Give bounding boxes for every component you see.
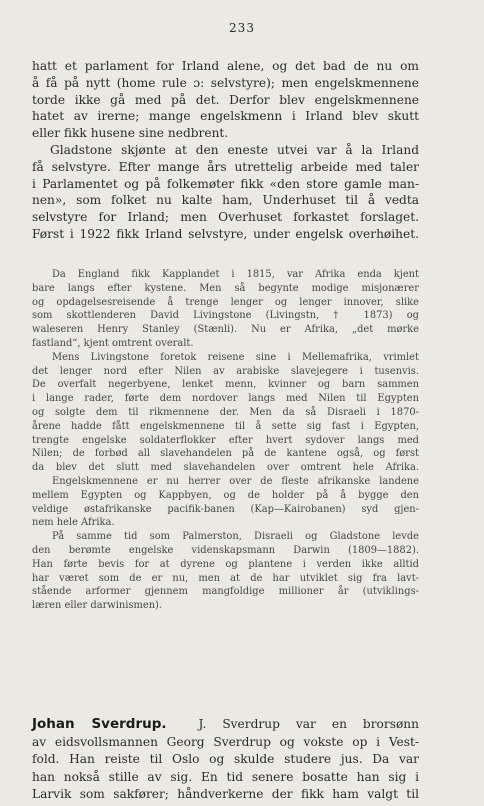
text-line: å få på nytt (home rule ɔ: selvstyre); men engelskmennene bbox=[32, 75, 419, 90]
text-line: trengte engelske soldaterflokker efter hvert sydover langs med bbox=[32, 434, 419, 446]
text-line: av eidsvollsmannen Georg Sverdrup og vokste op i Vest- bbox=[32, 734, 419, 749]
text-line: bare langs efter kystene. Men så begynte modige misjonærer bbox=[32, 282, 419, 294]
text-line: Han førte bevis for at dyrene og plantene i verden ikke alltid bbox=[32, 558, 419, 570]
text-line: i Parlamentet og på folkemøter fikk «den store gamle man- bbox=[32, 176, 419, 191]
text-line: nem hele Afrika. bbox=[32, 517, 115, 529]
text-line: Larvik som sakfører; håndverkerne der fikk ham valgt til bbox=[32, 787, 419, 802]
heading-continuation: J. Sverdrup var en brorsønn bbox=[198, 717, 419, 731]
section-irland bbox=[32, 58, 419, 243]
text-line: Mens Livingstone foretok reisene sine i Mellemafrika, vrimlet bbox=[52, 351, 419, 363]
text-line: Nilen; de forbød all slavehandelen på de kantene også, og først bbox=[32, 448, 419, 460]
text-line: På samme tid som Palmerston, Disraeli og Gladstone levde bbox=[52, 531, 419, 543]
text-line: årene hadde fått engelskmennene til å sette sig fast i Egypten, bbox=[32, 420, 419, 432]
text-line: mellem Egypten og Kappbyen, og de holder på å bygge den bbox=[32, 489, 419, 501]
text-line: i lange rader, førte dem nordover langs med Nilen til Egypten bbox=[32, 393, 419, 405]
text-line: læren eller darwinismen). bbox=[32, 600, 163, 612]
text-line: waleseren Henry Stanley (Stænli). Nu er Afrika, „det mørke bbox=[32, 324, 419, 336]
text-line: eller fikk husene sine nedbrent. bbox=[32, 126, 229, 141]
text-line: hatet av irerne; mange engelskmenn i Irland blev skutt bbox=[32, 109, 419, 124]
text-line: Engelskmennene er nu herrer over de fleste afrikanske landene bbox=[52, 475, 419, 487]
text-line: stående arformer gjennem mangfoldige millioner år (utviklings- bbox=[32, 586, 419, 598]
text-line bbox=[32, 716, 419, 734]
text-line: hatt et parlament for Irland alene, og det bad de nu om bbox=[32, 59, 419, 73]
text-line: og solgte dem til rikmennene der. Men da så Disraeli i 1870- bbox=[32, 406, 419, 418]
text-line: fold. Han reiste til Oslo og skulde studere jus. Da var bbox=[32, 752, 419, 767]
text-line: få selvstyre. Efter mange års utrettelig arbeide med taler bbox=[32, 159, 419, 174]
text-line: den berømte engelske videnskapsmann Darwin (1809—1882). bbox=[32, 544, 419, 556]
text-line: har været som de er nu, men at de har utviklet sig fra lavt- bbox=[32, 572, 419, 584]
text-line: fastland“, kjent omtrent overalt. bbox=[32, 337, 194, 349]
section-heading: Johan Sverdrup. bbox=[32, 716, 167, 732]
text-line: selvstyre for Irland; men Overhuset forkastet forslaget. bbox=[32, 210, 419, 225]
text-line: og opdagelsesreisende å trenge lenger og lenger innover, slike bbox=[32, 296, 419, 308]
text-line: torde ikke gå med på det. Derfor blev engelskmennene bbox=[32, 92, 419, 107]
page-number: 233 bbox=[229, 21, 255, 35]
text-line: Da England fikk Kapplandet i 1815, var Afrika enda kjent bbox=[52, 269, 419, 280]
section-afrika bbox=[32, 268, 419, 613]
text-line: som skottlenderen David Livingstone (Livingstn, † 1873) og bbox=[32, 310, 419, 322]
text-line: veldige østafrikanske pacifik-banen (Kap—Kairobanen) syd gjen- bbox=[32, 503, 419, 515]
section-sverdrup bbox=[32, 716, 419, 804]
text-line: da blev det slutt med slavehandelen over omtrent hele Afrika. bbox=[32, 462, 419, 474]
text-line: De overfalt negerbyene, lenket menn, kvinner og barn sammen bbox=[32, 379, 419, 391]
text-line: Gladstone skjønte at den eneste utvei var å la Irland bbox=[50, 142, 419, 157]
text-line: Først i 1922 fikk Irland selvstyre, under engelsk overhøihet. bbox=[32, 226, 419, 241]
text-line: nen», som folket nu kalte ham, Underhuset til å vedta bbox=[32, 193, 419, 208]
text-line: det lenger nord efter Nilen av arabiske slavejegere i tusenvis. bbox=[32, 365, 419, 377]
text-line: han nokså stille av sig. En tid senere bosatte han sig i bbox=[32, 769, 419, 784]
